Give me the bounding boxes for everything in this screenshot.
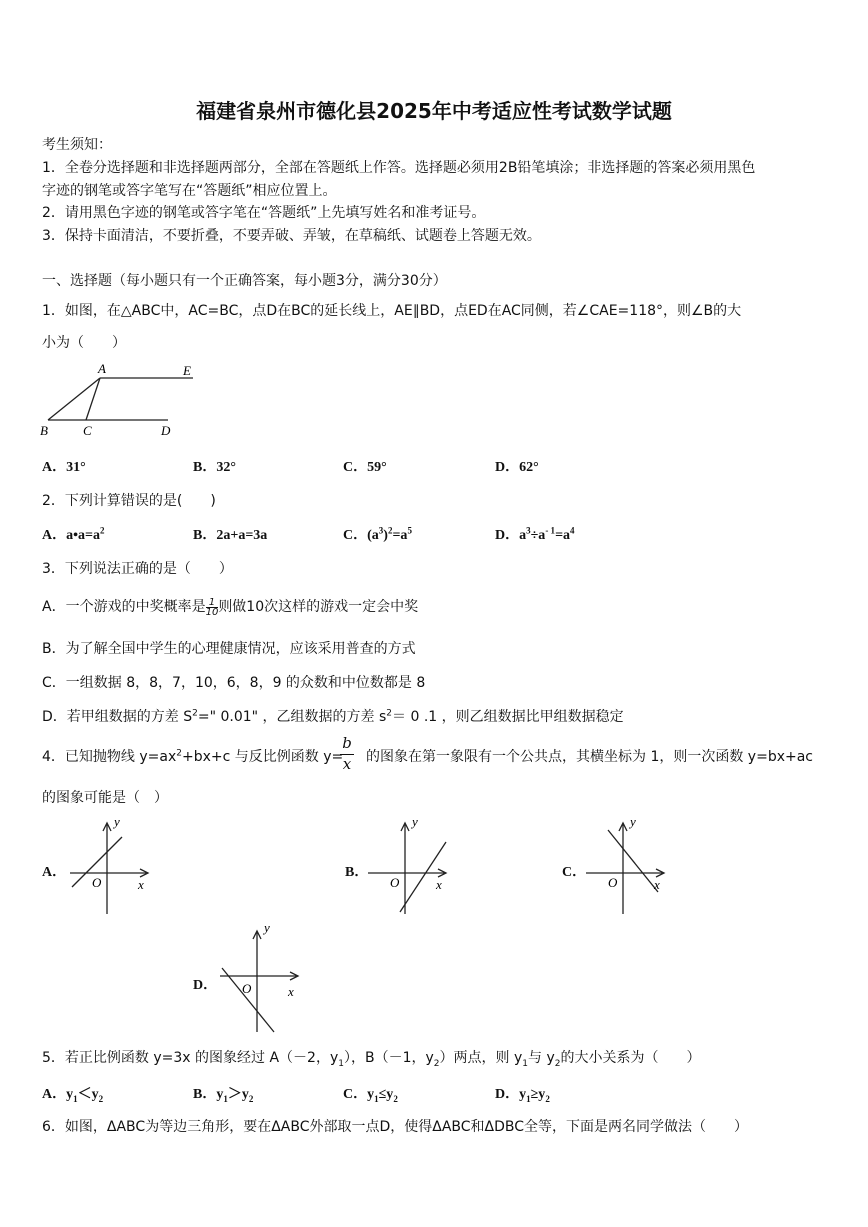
q3-stem: 3．下列说法正确的是（ ） — [42, 561, 233, 577]
q2-option-b: B．2a+a=3a — [193, 528, 268, 543]
y-axis-label: y — [630, 814, 636, 829]
q4-graph-a — [62, 812, 162, 917]
q1-option-a: A．31° — [42, 460, 86, 475]
q3-fraction: $\frac{1}{10}$ — [205, 596, 219, 618]
x-axis-label: x — [138, 877, 144, 892]
q5-option-b: B．$y_1>y_2$ — [193, 1087, 254, 1104]
q1-fig-label-b: B — [40, 423, 48, 438]
q3-option-d: D．若甲组数据的方差 $S^2=$" 0.01" ，乙组数据的方差 $s^2= 0$ .1 ，则乙组数据比甲组数据稳定 — [42, 708, 624, 725]
q5-stem: 5．若正比例函数 y=3x 的图象经过 A（－2，$y_1$），B（－1，$y_2$）两点，则 $y_1$与 $y_2$的大小关系为（ ） — [42, 1050, 701, 1069]
q3-option-b: B．为了解全国中学生的心理健康情况，应该采用普查的方式 — [42, 641, 416, 657]
q3-option-a: A．一个游戏的中奖概率是 $\frac{1}{10}$ 则做10次这样的游戏一定会中奖 — [42, 596, 419, 618]
notice-line-2: 2．请用黑色字迹的钢笔或答字笔在“答题纸”上先填写姓名和准考证号。 — [42, 205, 486, 221]
y-axis-label: y — [412, 814, 418, 829]
notice-line-1b: 字迹的钢笔或答字笔写在“答题纸”相应位置上。 — [42, 183, 337, 199]
q1-fig-label-e: E — [183, 363, 191, 378]
q3-option-c: C．一组数据 8，8，7，10，6，8，9 的众数和中位数都是 8 — [42, 675, 426, 691]
q4-stem: 4．已知抛物线 $y=ax^2+bx+c$ 与反比例函数 y= — [42, 748, 344, 765]
y-axis-label: y — [264, 920, 270, 935]
notice-line-1: 1．全卷分选择题和非选择题两部分，全部在答题纸上作答。选择题必须用2B铅笔填涂；非选择题的答案必须用黑色 — [42, 160, 756, 176]
x-axis-label: x — [288, 984, 294, 999]
q4-option-b-label: B． — [345, 865, 369, 880]
q4-graph-b — [360, 812, 460, 917]
q4-graph-d — [212, 920, 312, 1035]
q5-option-d: D．$y_1\ge y_2$ — [495, 1087, 550, 1104]
q4-option-c-label: C． — [562, 865, 587, 880]
q6-stem: 6．如图，ΔABC为等边三角形，要在ΔABC外部取一点D，使得ΔABC和ΔDBC全等，下面是两名同学做法（ ） — [42, 1119, 749, 1135]
q4-fraction: b x — [340, 734, 354, 773]
q1-option-c: C．59° — [343, 460, 387, 475]
q1-fig-label-a: A — [98, 361, 106, 376]
section-heading: 一、选择题（每小题只有一个正确答案，每小题3分，满分30分） — [42, 273, 447, 289]
q2-option-c: C．$(a^3)^2=a^5$ — [343, 525, 412, 543]
x-axis-label: x — [654, 877, 660, 892]
q4-option-d-label: D． — [193, 978, 218, 993]
q2-option-d: D．$a^3\div a^{- 1}=a^4$ — [495, 525, 575, 543]
q5-option-c: C．$y_1\le y_2$ — [343, 1087, 398, 1104]
origin-label: O — [608, 875, 618, 890]
q4-graph-c — [578, 812, 678, 917]
q5-option-a: A．$y_1<y_2$ — [42, 1087, 104, 1104]
page-title: 福建省泉州市德化县2025年中考适应性考试数学试题 — [196, 99, 672, 123]
q1-figure — [38, 360, 203, 440]
q1-option-b: B．32° — [193, 460, 236, 475]
q1-fig-label-c: C — [83, 423, 92, 438]
q2-stem: 2．下列计算错误的是( ) — [42, 493, 216, 509]
origin-label: O — [390, 875, 400, 890]
notice-line-3: 3．保持卡面清洁，不要折叠，不要弄破、弄皱，在草稿纸、试题卷上答题无效。 — [42, 228, 541, 244]
origin-label: O — [242, 981, 252, 996]
q1-stem: 1．如图，在△ABC中，AC=BC，点D在BC的延长线上，AE∥BD，点ED在AC同侧，若∠CAE=118°，则∠B的大 — [42, 303, 742, 319]
q4-stem-2: 的图象可能是（ ） — [42, 790, 168, 806]
q1-stem-2: 小为（ ） — [42, 335, 126, 351]
q1-option-d: D．62° — [495, 460, 539, 475]
y-axis-label: y — [114, 814, 120, 829]
q2-option-a: A．$a•a=a^2$ — [42, 525, 105, 543]
origin-label: O — [92, 875, 102, 890]
q4-stem-post: 的图象在第一象限有一个公共点，其横坐标为 1，则一次函数 y=bx+ac — [366, 749, 814, 765]
notice-heading: 考生须知： — [42, 137, 112, 153]
q4-option-a-label: A． — [42, 865, 67, 880]
x-axis-label: x — [436, 877, 442, 892]
q1-fig-label-d: D — [161, 423, 171, 438]
